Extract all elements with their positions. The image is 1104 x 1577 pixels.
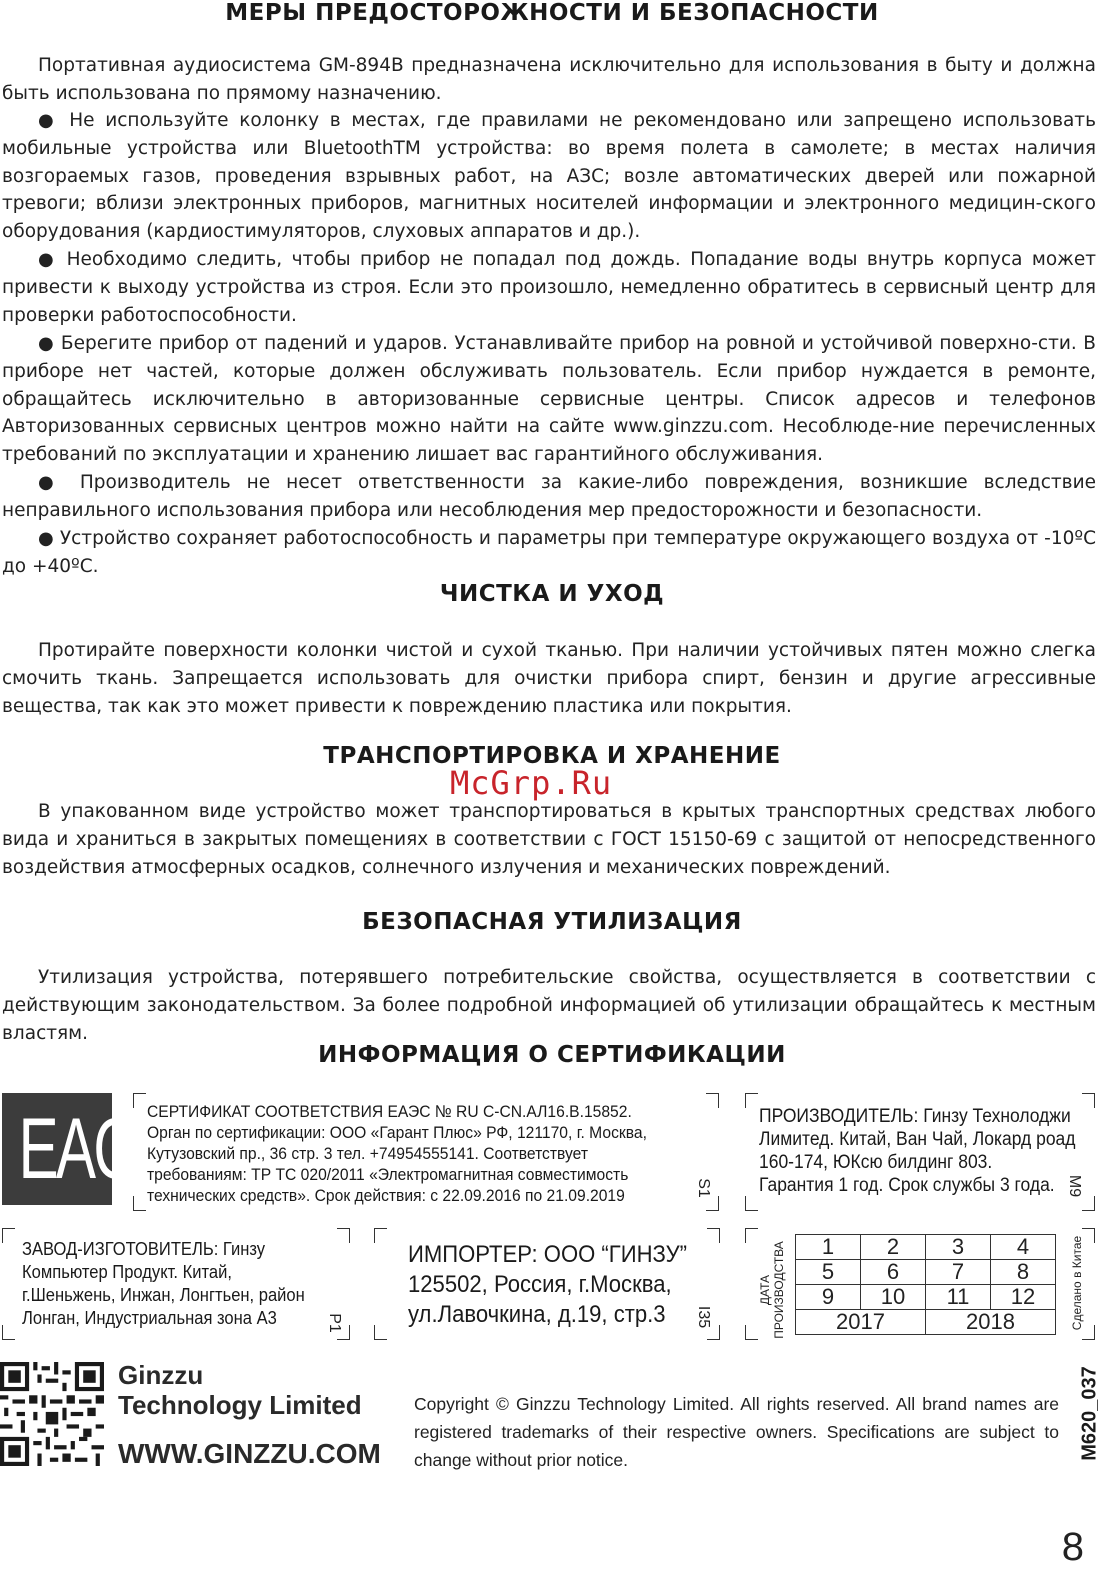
disposal-text: Утилизация устройства, потерявшего потребительские свойства, осуществляется в соответствии с действующим законодательством. За более подробной информацией об утилизации обращайтесь к местным властям.	[2, 967, 1096, 1044]
eac-logo: EAC	[2, 1093, 112, 1205]
copyright-text: Copyright © Ginzzu Technology Limited. All rights reserved. All brand names are registered trademarks of their respective owners. Specifications are subject to change without prior notice.	[414, 1394, 1059, 1470]
safety-intro: Портативная аудиосистема GM-894B предназначена исключительно для использования в быту и должна быть использована по прямому назначению.	[2, 55, 1096, 104]
factory-line: Компьютер Продукт. Китай,	[22, 1262, 232, 1282]
certificate-box	[133, 1093, 719, 1211]
importer-box	[374, 1228, 720, 1340]
bullet-icon: ●	[38, 249, 58, 270]
month-cell: 12	[991, 1285, 1056, 1310]
month-cell: 11	[926, 1285, 991, 1310]
website-link[interactable]: WWW.GINZZU.COM	[118, 1438, 381, 1469]
manufacturer-line: ПРОИЗВОДИТЕЛЬ: Гинзу Технолоджи	[759, 1106, 1071, 1127]
safety-item-3: ● Берегите прибор от падений и ударов. Устанавливайте прибор на ровной и устойчивой поверхно-сти. В приборе нет частей, которые должен обслуживать пользователь. Если прибор нуждается в ремонте, обращайтесь исключительно в авторизованные сервисные центры. Список адресов и телефонов Авторизованных сервисных центров можно найти на сайте www.ginzzu.com. Несоблюде-ние перечисленных требований по эксплуатации и хранению лишает вас гарантийного обслуживания.	[2, 333, 1096, 466]
month-cell: 6	[861, 1260, 926, 1285]
certificate-line: СЕРТИФИКАТ СООТВЕТСТВИЯ ЕАЭС № RU C-CN.АЛ16.В.15852.	[147, 1102, 632, 1121]
manufacturer-code: M9	[1066, 1174, 1084, 1198]
bullet-icon: ●	[38, 110, 59, 131]
factory-box	[2, 1228, 350, 1340]
production-date-grid	[795, 1234, 1056, 1335]
bullet-icon: ●	[38, 528, 54, 549]
company-name: Ginzzu Technology Limited	[118, 1360, 362, 1420]
manufacturer-line: Лимитед. Китай, Ван Чай, Локард роад	[759, 1129, 1076, 1150]
manufacturer-line: 160-174, ЮКсю билдинг 803.	[759, 1152, 993, 1173]
importer-line: ул.Лавочкина, д.19, стр.3	[408, 1301, 666, 1328]
month-cell: 3	[926, 1235, 991, 1260]
month-cell: 2	[861, 1235, 926, 1260]
certificate-code: S1	[694, 1178, 712, 1198]
production-date-box	[745, 1228, 1095, 1340]
safety-item-2: ● Необходимо следить, чтобы прибор не попадал под дождь. Попадание воды внутрь корпуса может привести к выходу устройства из строя. Если это произошло, немедленно обратитесь в сервисный центр для проверки работоспособности.	[2, 249, 1096, 326]
doc-code: M620_037	[1078, 1366, 1101, 1461]
month-cell: 8	[991, 1260, 1056, 1285]
safety-item-1: ● Не используйте колонку в местах, где правилами не рекомендовано или запрещено использовать мобильные устройства или BluetoothTM устройства: во время полета в самолете; в местах наличия возгораемых газов, проведения взрывных работ, на АЗС; возле автоматических дверей или пожарной тревоги; вблизи электронных приборов, магнитных носителей информации и электронного медицин-ского оборудования (кардиостимуляторов, слуховых аппаратов и др.).	[2, 110, 1096, 243]
factory-line: ЗАВОД-ИЗГОТОВИТЕЛЬ: Гинзу	[22, 1239, 266, 1259]
importer-code: I35	[695, 1305, 713, 1329]
factory-code: P1	[325, 1313, 343, 1333]
manufacturer-box	[745, 1093, 1095, 1211]
safety-item-4: ● Производитель не несет ответственности за какие-либо повреждения, возникшие вследствие неправильного использования прибора или несоблюдения мер предосторожности и безопасности.	[2, 472, 1096, 521]
month-cell: 1	[796, 1235, 861, 1260]
month-cell: 5	[796, 1260, 861, 1285]
certificate-line: Кутузовский пр., 36 стр. 3 тел. +74954555141. Соответствует	[147, 1144, 588, 1163]
year-cell: 2018	[926, 1310, 1056, 1335]
heading-transport: ТРАНСПОРТИРОВКА И ХРАНЕНИЕ	[323, 743, 781, 769]
production-date-label: ДАТА ПРОИЗВОДСТВА	[758, 1241, 786, 1339]
month-cell: 7	[926, 1260, 991, 1285]
factory-line: г.Шеньжень, Инжан, Лонгтьен, район	[22, 1285, 305, 1305]
watermark: McGrp.Ru	[450, 764, 613, 802]
importer-line: ИМПОРТЕР: ООО “ГИНЗУ”	[408, 1241, 688, 1268]
transport-text: В упакованном виде устройство может транспортироваться в крытых транспортных средствах любого вида и храниться в закрытых помещениях в соответствии с ГОСТ 15150-69 с защитой от непосредственного воздействия атмосферных осадков, солнечного излучения и механических повреждений.	[2, 801, 1096, 878]
factory-line: Лонган, Индустриальная зона А3	[22, 1308, 277, 1328]
heading-certification: ИНФОРМАЦИЯ О СЕРТИФИКАЦИИ	[318, 1042, 786, 1068]
year-cell: 2017	[796, 1310, 926, 1335]
certificate-line: требованиям: ТР ТС 020/2011 «Электромагнитная совместимость	[147, 1165, 629, 1184]
importer-line: 125502, Россия, г.Москва,	[408, 1271, 672, 1298]
month-cell: 10	[861, 1285, 926, 1310]
qr-code-icon	[0, 1362, 104, 1466]
page-number: 8	[1061, 1525, 1084, 1569]
heading-disposal: БЕЗОПАСНАЯ УТИЛИЗАЦИЯ	[362, 909, 742, 935]
month-cell: 4	[991, 1235, 1056, 1260]
certificate-line: Орган по сертификации: ООО «Гарант Плюс» РФ, 121170, г. Москва,	[147, 1123, 647, 1142]
bullet-icon: ●	[38, 472, 64, 493]
made-in-label: Сделано в Китае	[1070, 1235, 1084, 1331]
manufacturer-line: Гарантия 1 год. Срок службы 3 года.	[759, 1175, 1055, 1196]
heading-safety: МЕРЫ ПРЕДОСТОРОЖНОСТИ И БЕЗОПАСНОСТИ	[225, 0, 879, 26]
bullet-icon: ●	[38, 333, 55, 354]
heading-cleaning: ЧИСТКА И УХОД	[439, 581, 665, 607]
certificate-line: технических средств». Срок действия: с 22.09.2016 по 21.09.2019	[147, 1186, 625, 1205]
safety-item-5: ● Устройство сохраняет работоспособность и параметры при температуре окружающего воздуха от -10ºC до +40ºC.	[2, 528, 1096, 577]
cleaning-text: Протирайте поверхности колонки чистой и сухой тканью. При наличии устойчивых пятен можно слегка смочить ткань. Запрещается использовать для очистки прибора спирт, бензин и другие агрессивные вещества, так как это может привести к повреждению пластика или покрытия.	[2, 640, 1096, 717]
month-cell: 9	[796, 1285, 861, 1310]
